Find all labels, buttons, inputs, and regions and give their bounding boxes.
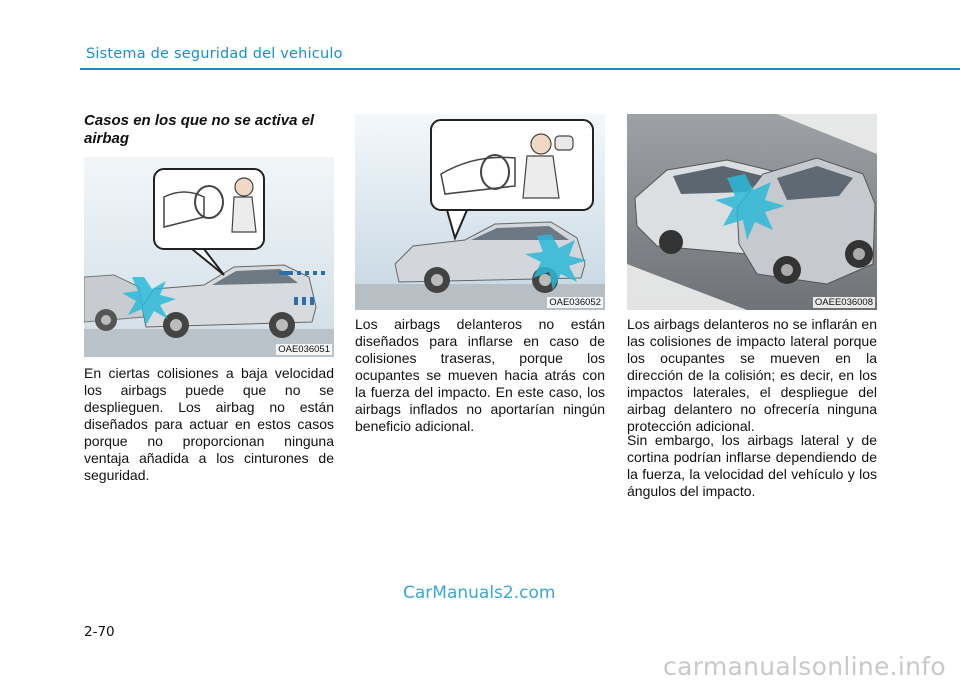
paragraph-rear-collision: Los airbags delanteros no están diseñados para inflarse en caso de colisiones traseras, porque los ocupantes se mueven hacia atrás con la fuerza del impacto. En este caso, los airbags inflados no aportarían ningún beneficio adicional. [355, 316, 605, 434]
page-number: 2-70 [84, 624, 115, 640]
illustration-side-collision [627, 114, 877, 310]
header-rule [80, 68, 960, 70]
paragraph-side-curtain: Sin embargo, los airbags lateral y de cortina podrían inflarse dependiendo de la fuerza, la velocidad del vehículo y los ángulos del impacto. [627, 432, 877, 499]
section-title: Sistema de seguridad del vehiculo [86, 46, 343, 62]
figure-low-speed-collision [84, 157, 334, 357]
illustration-low-speed [84, 157, 334, 357]
subheading: Casos en los que no se activa el airbag [84, 112, 315, 147]
figure-code: OAE036052 [549, 297, 601, 308]
footer-watermark: carmanualsonline.info [663, 652, 946, 681]
illustration-rear-collision [355, 114, 605, 310]
figure-rear-collision [355, 114, 605, 310]
paragraph-low-speed: En ciertas colisiones a baja velocidad los airbags puede que no se desplieguen. Los airbag no están diseñados para actuar en estos casos porque no proporcionan ninguna ventaja añadida a los cinturones de seguridad. [84, 365, 334, 483]
figure-side-collision [627, 114, 877, 310]
figure-code: OAE036051 [278, 344, 330, 355]
watermark-link[interactable]: CarManuals2.com [403, 583, 556, 603]
figure-code: OAEE036008 [814, 297, 873, 308]
paragraph-side-collision: Los airbags delanteros no se inflarán en las colisiones de impacto lateral porque los ocupantes se mueven en la dirección de la colisión; es decir, en los impactos laterales, el despliegue del airbag delantero no ofrecería ninguna protección adicional. [627, 316, 877, 434]
